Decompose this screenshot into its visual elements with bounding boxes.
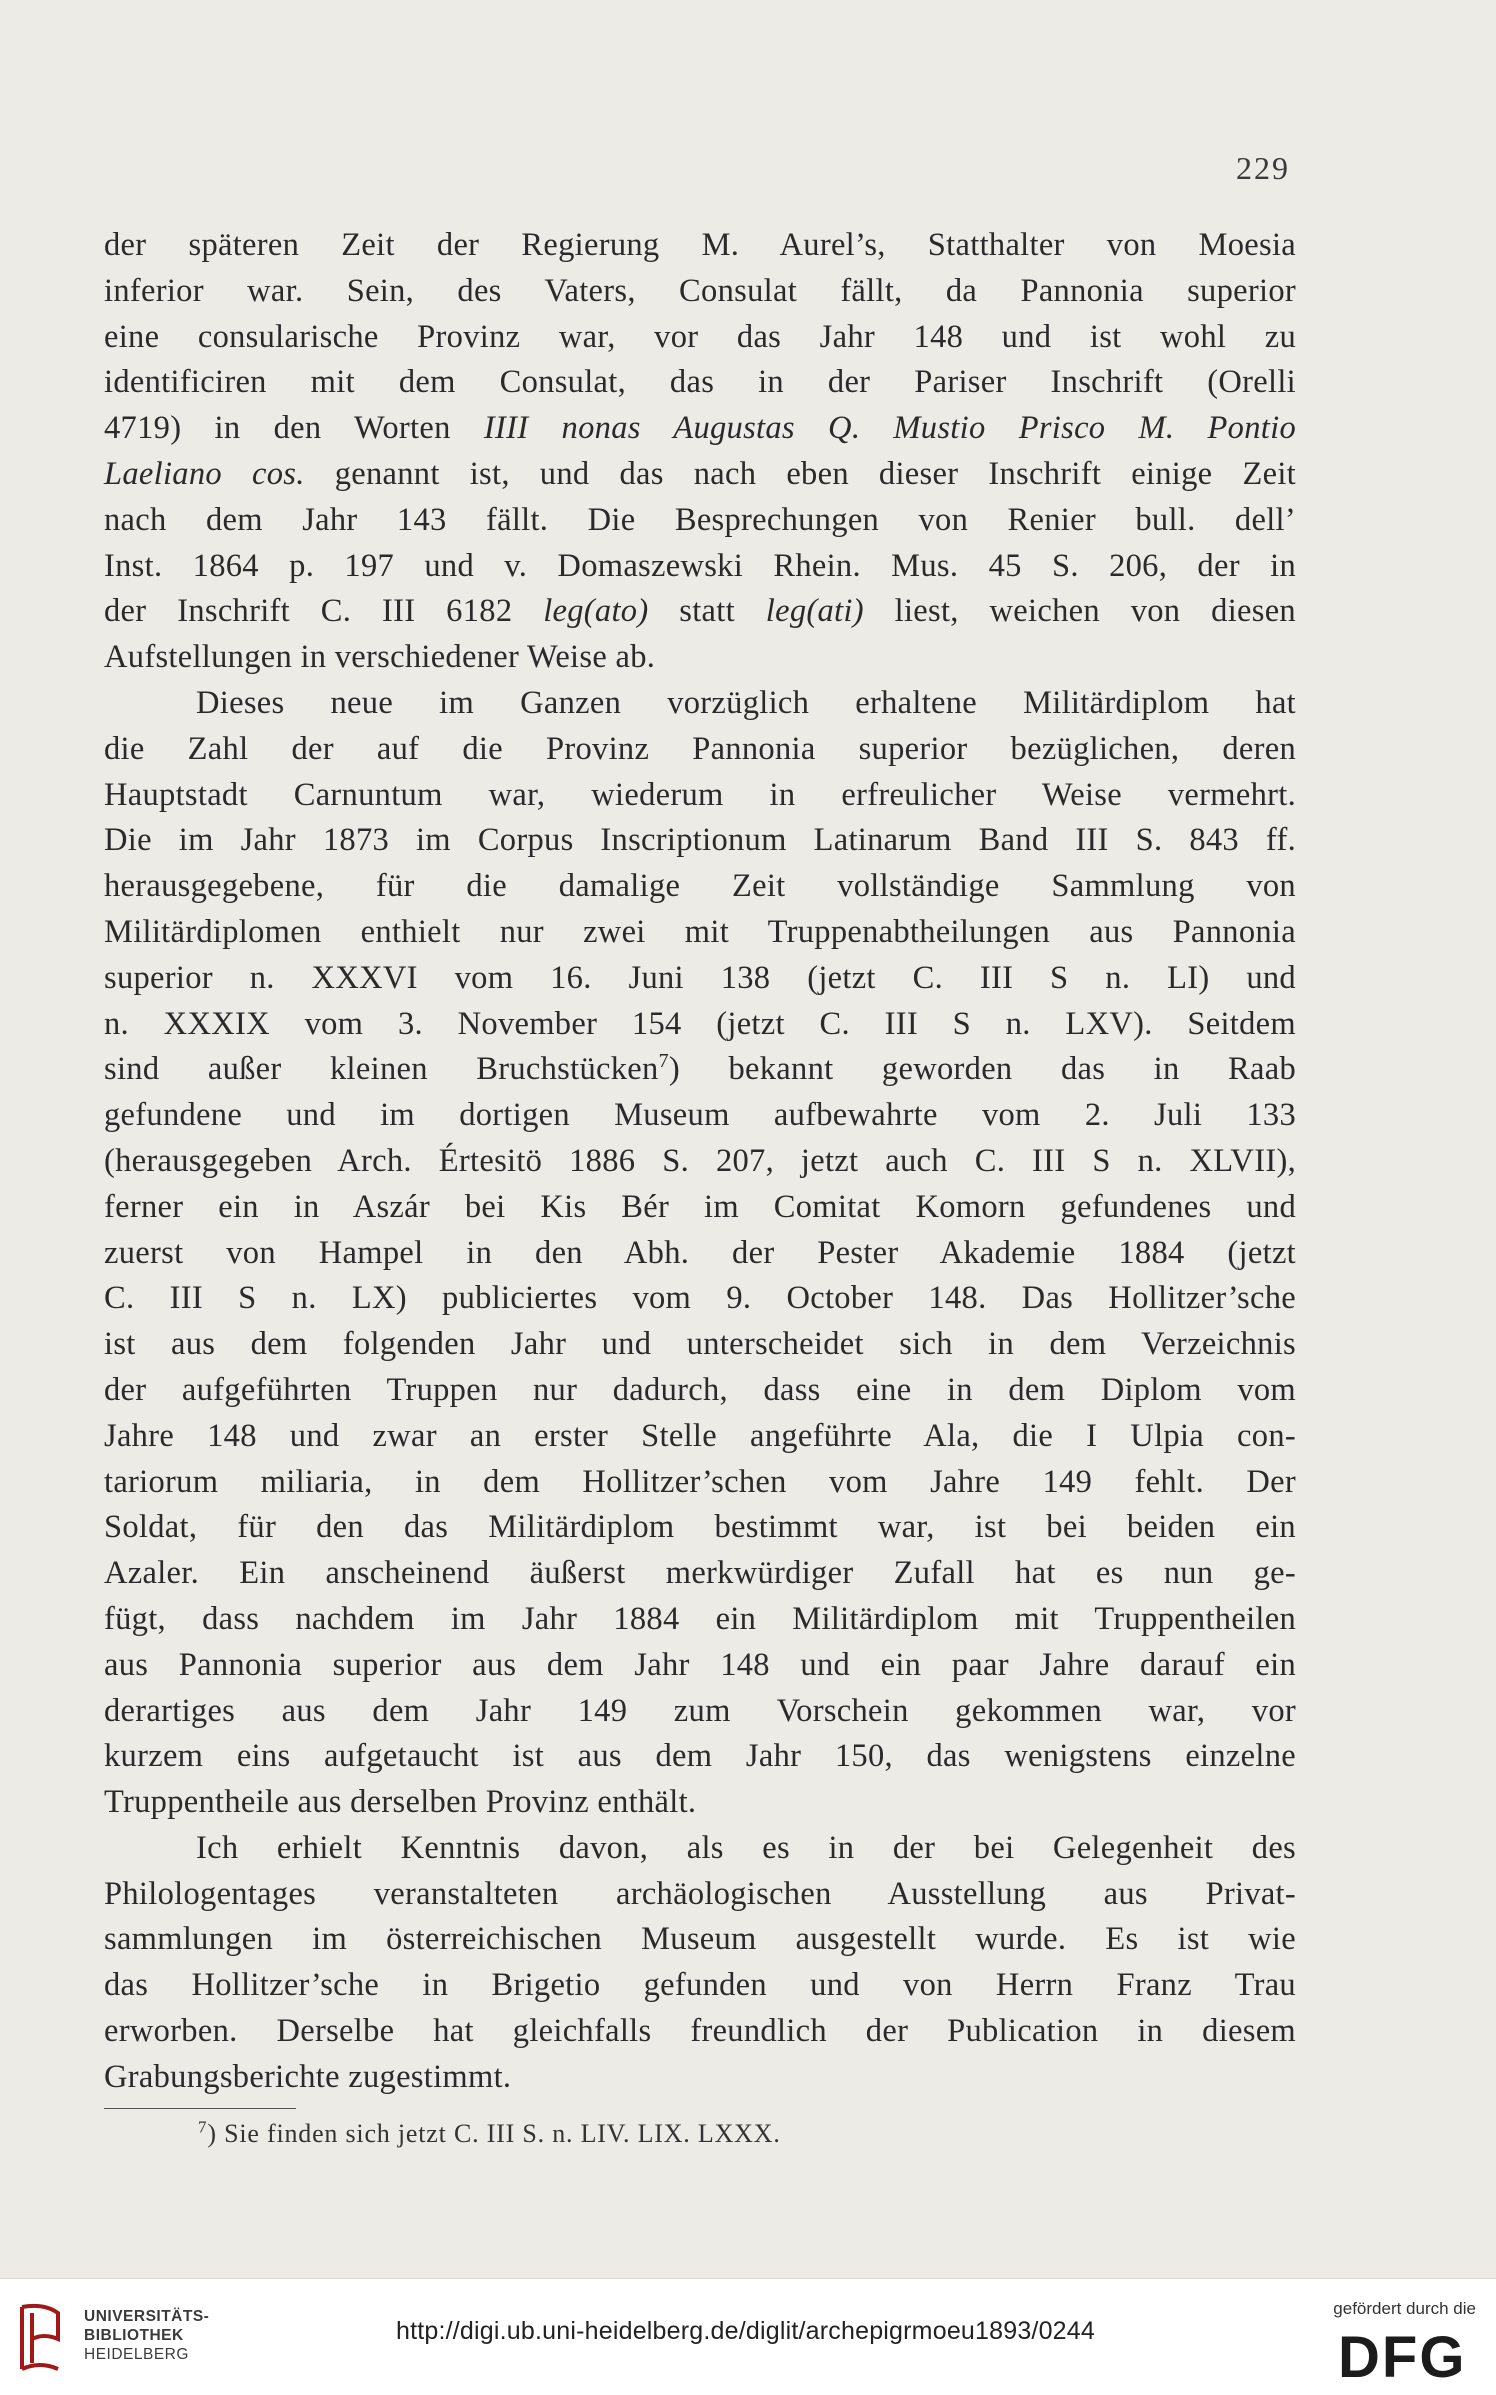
text-line: Ich erhielt Kenntnis davon, als es in der bei Gelegenheit des [196, 1829, 1296, 1866]
text-line [104, 589, 1296, 635]
text-run: der Inschrift C. III 6182 [104, 593, 513, 630]
body-text [104, 223, 1296, 2101]
text-line: gefundene und im dortigen Museum aufbewahrte vom 2. Juli 133 [104, 1097, 1296, 1134]
text-line: sammlungen im österreichischen Museum ausgestellt wurde. Es ist wie [104, 1921, 1296, 1958]
text-run: 4719) in den Worten [104, 410, 451, 447]
footnote [198, 2116, 781, 2152]
text-line: Philologentages veranstalteten archäologischen Ausstellung aus Privat- [104, 1875, 1296, 1912]
italic-text: Laeliano cos. [104, 455, 305, 492]
footnote-marker: 7 [658, 1050, 669, 1073]
text-line: Truppentheile aus derselben Provinz enthält. [104, 1784, 697, 1821]
text-line: Inst. 1864 p. 197 und v. Domaszewski Rhein. Mus. 45 S. 206, der in [104, 547, 1296, 584]
footer-bar [0, 2278, 1496, 2395]
text-line: nach dem Jahr 143 fällt. Die Besprechungen von Renier bull. dell’ [104, 501, 1296, 538]
text-line: die Zahl der auf die Provinz Pannonia superior bezüglichen, deren [104, 730, 1296, 767]
library-logo-icon [14, 2299, 66, 2377]
text-line: Azaler. Ein anscheinend äußerst merkwürdiger Zufall hat es nun ge- [104, 1555, 1296, 1592]
text-run: genannt ist, und das nach eben dieser Inschrift einige Zeit [334, 455, 1296, 492]
text-line: Dieses neue im Ganzen vorzüglich erhaltene Militärdiplom hat [196, 684, 1296, 721]
text-line: Aufstellungen in verschiedener Weise ab. [104, 639, 656, 676]
text-line: herausgegebene, für die damalige Zeit vollständige Sammlung von [104, 868, 1296, 905]
text-line: inferior war. Sein, des Vaters, Consulat fällt, da Pannonia superior [104, 272, 1296, 309]
text-line [104, 406, 1296, 452]
text-line: superior n. XXXVI vom 16. Juni 138 (jetzt C. III S n. LI) und [104, 959, 1296, 996]
text-line: Grabungsberichte zugestimmt. [104, 2058, 512, 2095]
text-line: der aufgeführten Truppen nur dadurch, dass eine in dem Diplom vom [104, 1371, 1296, 1408]
text-run: statt [679, 593, 735, 630]
text-line [104, 1047, 1296, 1093]
text-line: das Hollitzer’sche in Brigetio gefunden und von Herrn Franz Trau [104, 1967, 1296, 2004]
library-name-line: HEIDELBERG [84, 2346, 189, 2363]
text-line: kurzem eins aufgetaucht ist aus dem Jahr 150, das wenigstens einzelne [104, 1738, 1296, 1775]
text-line: n. XXXIX vom 3. November 154 (jetzt C. III S n. LXV). Seitdem [104, 1005, 1296, 1042]
page-number: 229 [1236, 150, 1290, 186]
text-line: Militärdiplomen enthielt nur zwei mit Truppenabtheilungen aus Pannonia [104, 913, 1296, 950]
text-line: Die im Jahr 1873 im Corpus Inscriptionum Latinarum Band III S. 843 ff. [104, 822, 1296, 859]
text-run: liest, weichen von diesen [894, 593, 1296, 630]
text-line: aus Pannonia superior aus dem Jahr 148 und ein paar Jahre darauf ein [104, 1646, 1296, 1683]
text-line: erworben. Derselbe hat gleichfalls freundlich der Publication in diesem [104, 2013, 1296, 2050]
text-line: derartiges aus dem Jahr 149 zum Vorschein gekommen war, vor [104, 1692, 1296, 1729]
dfg-logo-icon [1336, 2325, 1474, 2383]
footnote-rule [104, 2108, 296, 2109]
footnote-text: ) Sie finden sich jetzt C. III S. n. LIV. LIX. LXXX. [207, 2119, 781, 2148]
text-line: tariorum miliaria, in dem Hollitzer’schen vom Jahre 149 fehlt. Der [104, 1463, 1296, 1500]
text-line: der späteren Zeit der Regierung M. Aurel’s, Statthalter von Moesia [104, 227, 1296, 263]
library-name-line: UNIVERSITÄTS- [84, 2308, 210, 2325]
permalink-url[interactable]: http://digi.ub.uni-heidelberg.de/diglit/archepigrmoeu1893/0244 [396, 2317, 1095, 2345]
italic-text: leg(ato) [543, 593, 649, 630]
italic-text: leg(ati) [765, 593, 864, 630]
dfg-logo-text: DFG [1338, 2325, 1467, 2383]
italic-text: IIII nonas Augustas Q. Mustio Prisco M. Pontio [483, 410, 1296, 447]
footnote-number: 7 [198, 2117, 208, 2137]
text-line: zuerst von Hampel in den Abh. der Pester Akademie 1884 (jetzt [104, 1234, 1296, 1271]
funded-by-label: gefördert durch die [1333, 2299, 1476, 2318]
text-line: C. III S n. LX) publiciertes vom 9. October 148. Das Hollitzer’sche [104, 1280, 1296, 1317]
text-line: identificiren mit dem Consulat, das in der Pariser Inschrift (Orelli [104, 364, 1296, 401]
text-line: Jahre 148 und zwar an erster Stelle angeführte Ala, die I Ulpia con- [104, 1417, 1296, 1454]
text-line: (herausgegeben Arch. Értesitö 1886 S. 207, jetzt auch C. III S n. XLVII), [104, 1142, 1296, 1179]
text-line [104, 452, 1296, 498]
text-line: ferner ein in Aszár bei Kis Bér im Comitat Komorn gefundenes und [104, 1188, 1296, 1225]
text-run: ) bekannt geworden das in Raab [668, 1051, 1296, 1088]
library-name-line: BIBLIOTHEK [84, 2327, 184, 2344]
text-line: Hauptstadt Carnuntum war, wiederum in erfreulicher Weise vermehrt. [104, 776, 1296, 813]
text-run: sind außer kleinen Bruchstücken [104, 1051, 659, 1088]
text-line: eine consularische Provinz war, vor das Jahr 148 und ist wohl zu [104, 318, 1296, 355]
text-line: Soldat, für den das Militärdiplom bestimmt war, ist bei beiden ein [104, 1509, 1296, 1546]
text-line: ist aus dem folgenden Jahr und unterscheidet sich in dem Verzeichnis [104, 1326, 1296, 1363]
text-line: fügt, dass nachdem im Jahr 1884 ein Militärdiplom mit Truppentheilen [104, 1600, 1296, 1637]
library-name [84, 2307, 209, 2364]
